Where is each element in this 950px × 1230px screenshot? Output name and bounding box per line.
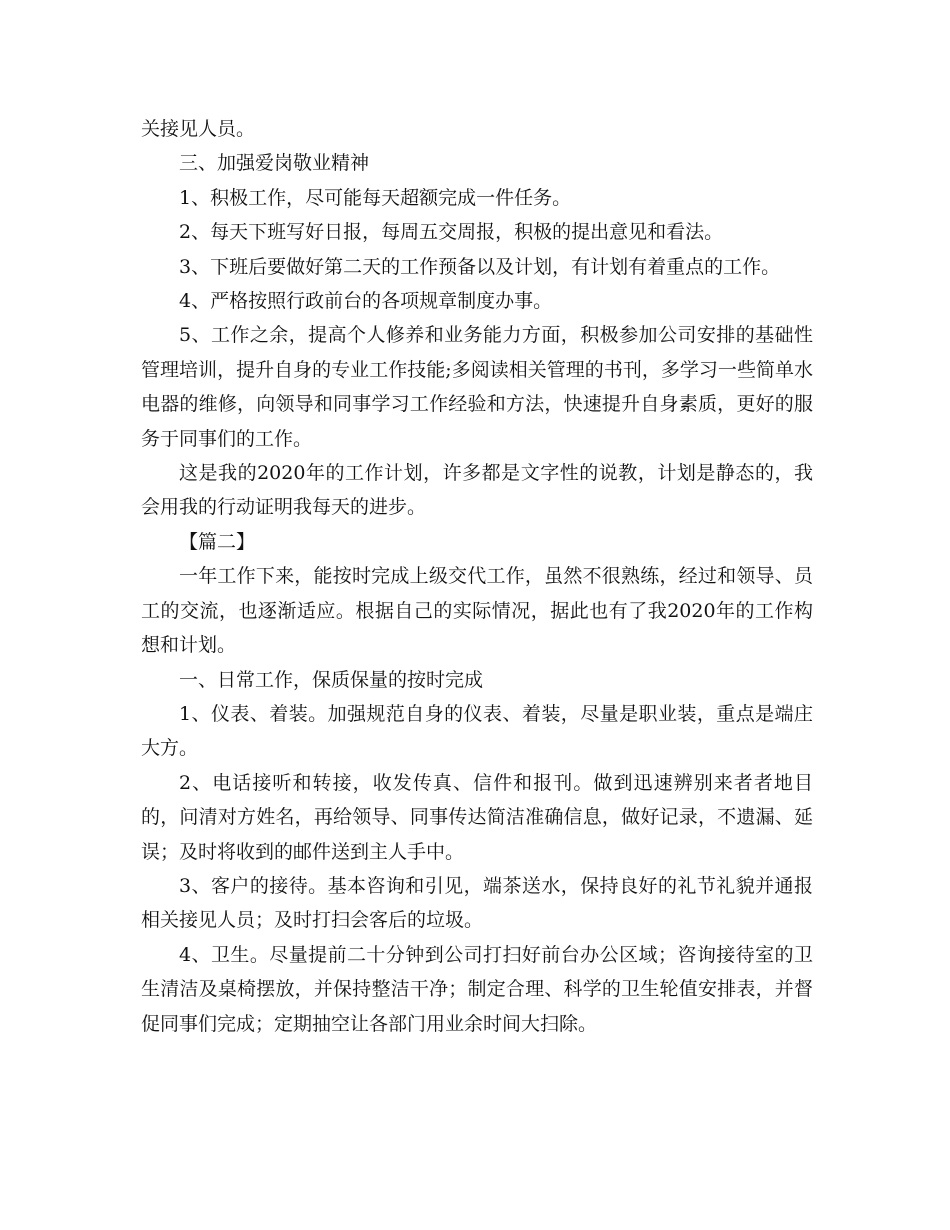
daily-item-2: 2、电话接听和转接，收发传真、信件和报刊。做到迅速辨别来者者地目的，问清对方姓名，再给领导、同事传达简洁准确信息，做好记录，不遗漏、延误；及时将收到的邮件送到主人手中。 [141, 771, 813, 863]
section-heading-1: 一、日常工作，保质保量的按时完成 [179, 668, 484, 691]
section-heading-3: 三、加强爱岗敬业精神 [179, 152, 370, 175]
daily-item-3: 3、客户的接待。基本咨询和引见，端茶送水，保持良好的礼节礼貌并通报相关接见人员；及时打扫会客后的垃圾。 [141, 874, 813, 932]
daily-item-1: 1、仪表、着装。加强规范自身的仪表、着装，尽量是职业装，重点是端庄大方。 [141, 702, 813, 760]
daily-item-4: 4、卫生。尽量提前二十分钟到公司打扫好前台办公区域；咨询接待室的卫生清洁及桌椅摆放，并保持整洁干净；制定合理、科学的卫生轮值安排表，并督促同事们完成；定期抽空让各部门用业余时间大扫除。 [141, 943, 813, 1035]
list-item-4: 4、严格按照行政前台的各项规章制度办事。 [179, 290, 553, 313]
paragraph-continuation: 关接见人员。 [141, 118, 256, 140]
closing-paragraph: 这是我的2020年的工作计划，许多都是文字性的说教，计划是静态的，我会用我的行动证明我每天的进步。 [141, 462, 813, 519]
part-heading: 【篇二】 [179, 530, 256, 553]
document-body [141, 112, 813, 1041]
list-item-2: 2、每天下班写好日报，每周五交周报，积极的提出意见和看法。 [179, 221, 724, 244]
intro-paragraph: 一年工作下来，能按时完成上级交代工作，虽然不很熟练，经过和领导、员工的交流，也逐渐适应。根据自己的实际情况，据此也有了我2020年的工作构想和计划。 [141, 565, 813, 657]
list-item-1: 1、积极工作，尽可能每天超额完成一件任务。 [179, 186, 572, 209]
list-item-3: 3、下班后要做好第二天的工作预备以及计划，有计划有着重点的工作。 [179, 255, 781, 278]
list-item-5: 5、工作之余，提高个人修养和业务能力方面，积极参加公司安排的基础性管理培训，提升自身的专业工作技能;多阅读相关管理的书刊，多学习一些简单水电器的维修，向领导和同事学习工作经验和方法，快速提升自身素质，更好的服务于同事们的工作。 [141, 324, 813, 450]
